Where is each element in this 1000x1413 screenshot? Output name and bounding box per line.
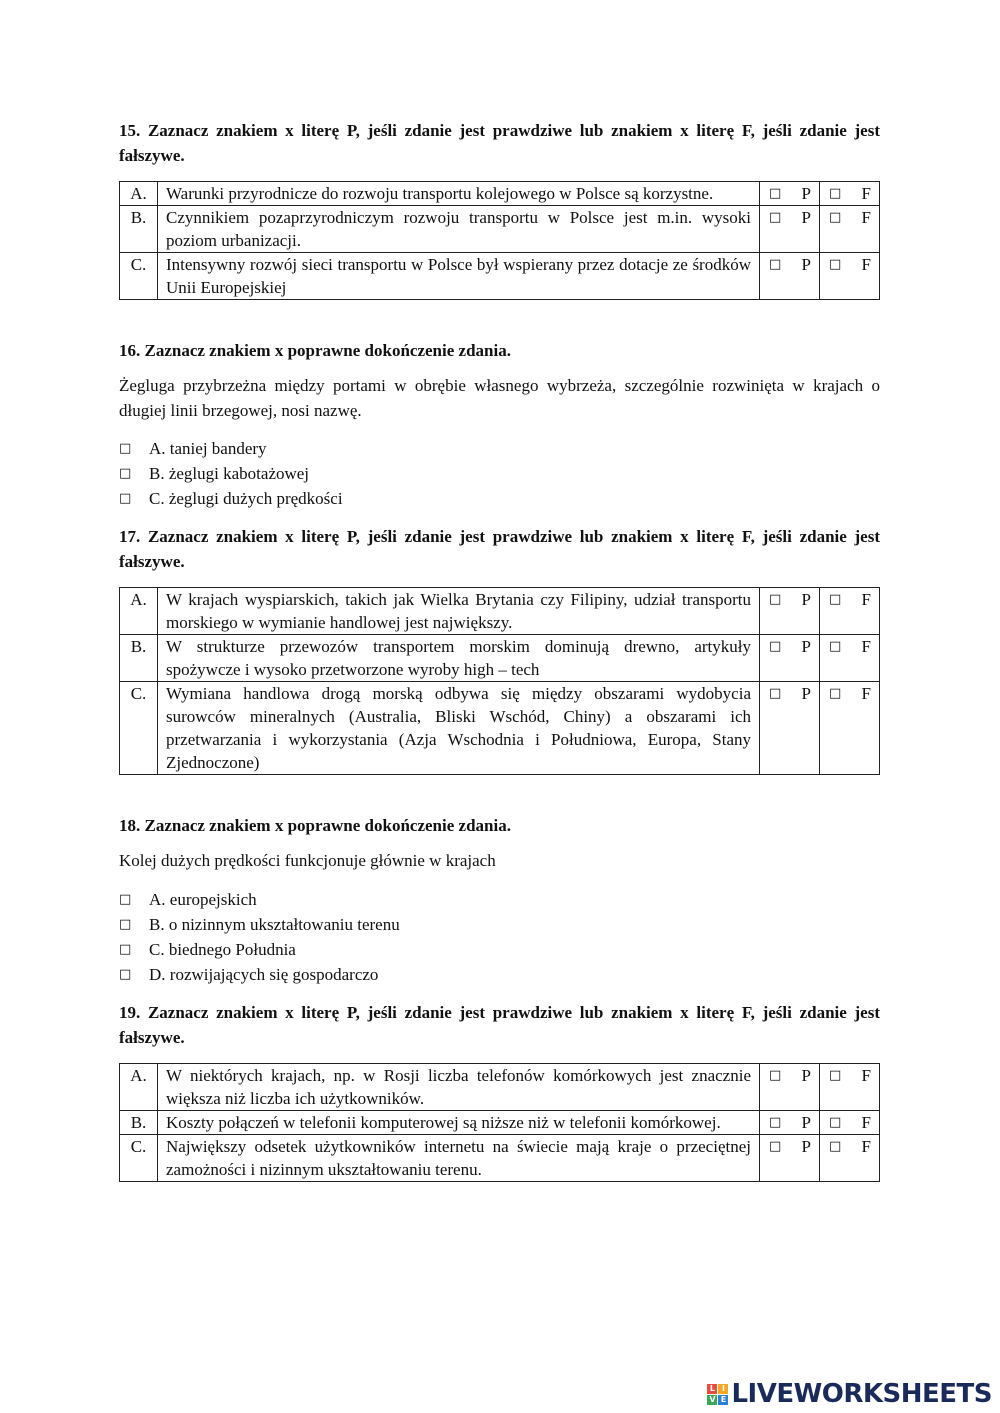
checkbox-icon[interactable]: □ [829, 1068, 842, 1083]
q18-options [119, 887, 880, 987]
option-f[interactable]: □ F [820, 1135, 880, 1182]
checkbox-icon[interactable]: □ [769, 1068, 782, 1083]
option-p[interactable]: □ P [760, 1135, 820, 1182]
checkbox-icon[interactable]: □ [119, 967, 132, 982]
checkbox-icon[interactable]: □ [769, 186, 782, 201]
logo-text: LIVEWORKSHEETS [731, 1379, 992, 1409]
checkbox-icon[interactable]: □ [829, 1139, 842, 1154]
option-p[interactable]: □ P [760, 182, 820, 206]
row-letter: B. [120, 635, 158, 682]
q19-heading: 19. Zaznacz znakiem x literę P, jeśli zdanie jest prawdziwe lub znakiem x literę F, jeśli zdanie jest fałszywe. [119, 1003, 880, 1047]
checkbox-icon[interactable]: □ [829, 592, 842, 607]
checkbox-icon[interactable]: □ [769, 257, 782, 272]
row-statement: Czynnikiem pozaprzyrodniczym rozwoju transportu w Polsce jest m.in. wysoki poziom urbanizacji. [158, 206, 760, 253]
row-statement: Warunki przyrodnicze do rozwoju transportu kolejowego w Polsce są korzystne. [158, 182, 760, 206]
checkbox-icon[interactable]: □ [829, 186, 842, 201]
row-letter: C. [120, 1135, 158, 1182]
row-statement: Wymiana handlowa drogą morską odbywa się między obszarami wydobycia surowców mineralnych (Australia, Bliski Wschód, Chiny) a obszarami ich przetwarzania i wykorzystania (Azja Wschodnia i Południowa, Europa, Stany Zjednoczone) [158, 682, 760, 775]
row-letter: C. [120, 682, 158, 775]
row-letter: B. [120, 1111, 158, 1135]
option-c[interactable]: □ C. biednego Południa [119, 937, 880, 962]
checkbox-icon[interactable]: □ [829, 210, 842, 225]
checkbox-icon[interactable]: □ [769, 1115, 782, 1130]
row-letter: B. [120, 206, 158, 253]
option-p[interactable]: □ P [760, 635, 820, 682]
checkbox-icon[interactable]: □ [769, 592, 782, 607]
q17-row-c [120, 682, 880, 775]
q19-table [119, 1063, 880, 1182]
option-p[interactable]: □ P [760, 588, 820, 635]
option-f[interactable]: □ F [820, 1064, 880, 1111]
row-statement: Intensywny rozwój sieci transportu w Polsce był wspierany przez dotacje ze środków Unii Europejskiej [158, 253, 760, 300]
checkbox-icon[interactable]: □ [769, 639, 782, 654]
q17-row-a [120, 588, 880, 635]
option-p[interactable]: □ P [760, 682, 820, 775]
option-b[interactable]: □ B. o nizinnym ukształtowaniu terenu [119, 912, 880, 937]
option-f[interactable]: □ F [820, 588, 880, 635]
checkbox-icon[interactable]: □ [119, 917, 132, 932]
checkbox-icon[interactable]: □ [829, 686, 842, 701]
liveworksheets-logo [707, 1378, 992, 1410]
row-letter: C. [120, 253, 158, 300]
q19-row-b [120, 1111, 880, 1135]
option-f[interactable]: □ F [820, 682, 880, 775]
checkbox-icon[interactable]: □ [119, 441, 132, 456]
q15-heading: 15. Zaznacz znakiem x literę P, jeśli zdanie jest prawdziwe lub znakiem x literę F, jeśli zdanie jest fałszywe. [119, 121, 880, 165]
option-p[interactable]: □ P [760, 206, 820, 253]
checkbox-icon[interactable]: □ [829, 1115, 842, 1130]
checkbox-icon[interactable]: □ [829, 257, 842, 272]
q15-row-c [120, 253, 880, 300]
checkbox-icon[interactable]: □ [769, 1139, 782, 1154]
q18-prompt: Kolej dużych prędkości funkcjonuje głównie w krajach [119, 851, 496, 870]
logo-mark-icon: L I V E [707, 1384, 728, 1405]
q16-prompt: Żegluga przybrzeżna między portami w obrębie własnego wybrzeża, szczególnie rozwinięta w krajach o długiej linii brzegowej, nosi nazwę. [119, 376, 880, 420]
worksheet-page [119, 118, 880, 1182]
checkbox-icon[interactable]: □ [769, 210, 782, 225]
option-d[interactable]: □ D. rozwijających się gospodarczo [119, 962, 880, 987]
option-f[interactable]: □ F [820, 1111, 880, 1135]
row-statement: W strukturze przewozów transportem morskim dominują drewno, artykuły spożywcze i wysoko przetworzone wyroby high – tech [158, 635, 760, 682]
row-statement: W krajach wyspiarskich, takich jak Wielka Brytania czy Filipiny, udział transportu morskiego w wymianie handlowej jest największy. [158, 588, 760, 635]
option-f[interactable]: □ F [820, 635, 880, 682]
option-a[interactable]: □ A. taniej bandery [119, 436, 880, 461]
option-p[interactable]: □ P [760, 253, 820, 300]
option-f[interactable]: □ F [820, 206, 880, 253]
option-a[interactable]: □ A. europejskich [119, 887, 880, 912]
row-statement: W niektórych krajach, np. w Rosji liczba telefonów komórkowych jest znacznie większa niż liczba ich użytkowników. [158, 1064, 760, 1111]
option-f[interactable]: □ F [820, 182, 880, 206]
q15-row-b [120, 206, 880, 253]
option-b[interactable]: □ B. żeglugi kabotażowej [119, 461, 880, 486]
q18-heading: 18. Zaznacz znakiem x poprawne dokończenie zdania. [119, 816, 511, 835]
row-letter: A. [120, 182, 158, 206]
checkbox-icon[interactable]: □ [119, 491, 132, 506]
checkbox-icon[interactable]: □ [829, 639, 842, 654]
row-statement: Koszty połączeń w telefonii komputerowej są niższe niż w telefonii komórkowej. [158, 1111, 760, 1135]
checkbox-icon[interactable]: □ [769, 686, 782, 701]
q17-heading: 17. Zaznacz znakiem x literę P, jeśli zdanie jest prawdziwe lub znakiem x literę F, jeśli zdanie jest fałszywe. [119, 527, 880, 571]
row-letter: A. [120, 1064, 158, 1111]
row-statement: Największy odsetek użytkowników internetu na świecie mają kraje o przeciętnej zamożności i nizinnym ukształtowaniu terenu. [158, 1135, 760, 1182]
checkbox-icon[interactable]: □ [119, 892, 132, 907]
q19-row-a [120, 1064, 880, 1111]
q17-table [119, 587, 880, 775]
q16-options [119, 436, 880, 511]
option-p[interactable]: □ P [760, 1111, 820, 1135]
q17-row-b [120, 635, 880, 682]
option-p[interactable]: □ P [760, 1064, 820, 1111]
q16-heading: 16. Zaznacz znakiem x poprawne dokończenie zdania. [119, 341, 511, 360]
q19-row-c [120, 1135, 880, 1182]
checkbox-icon[interactable]: □ [119, 466, 132, 481]
q15-table [119, 181, 880, 300]
row-letter: A. [120, 588, 158, 635]
option-f[interactable]: □ F [820, 253, 880, 300]
q15-row-a [120, 182, 880, 206]
option-c[interactable]: □ C. żeglugi dużych prędkości [119, 486, 880, 511]
checkbox-icon[interactable]: □ [119, 942, 132, 957]
